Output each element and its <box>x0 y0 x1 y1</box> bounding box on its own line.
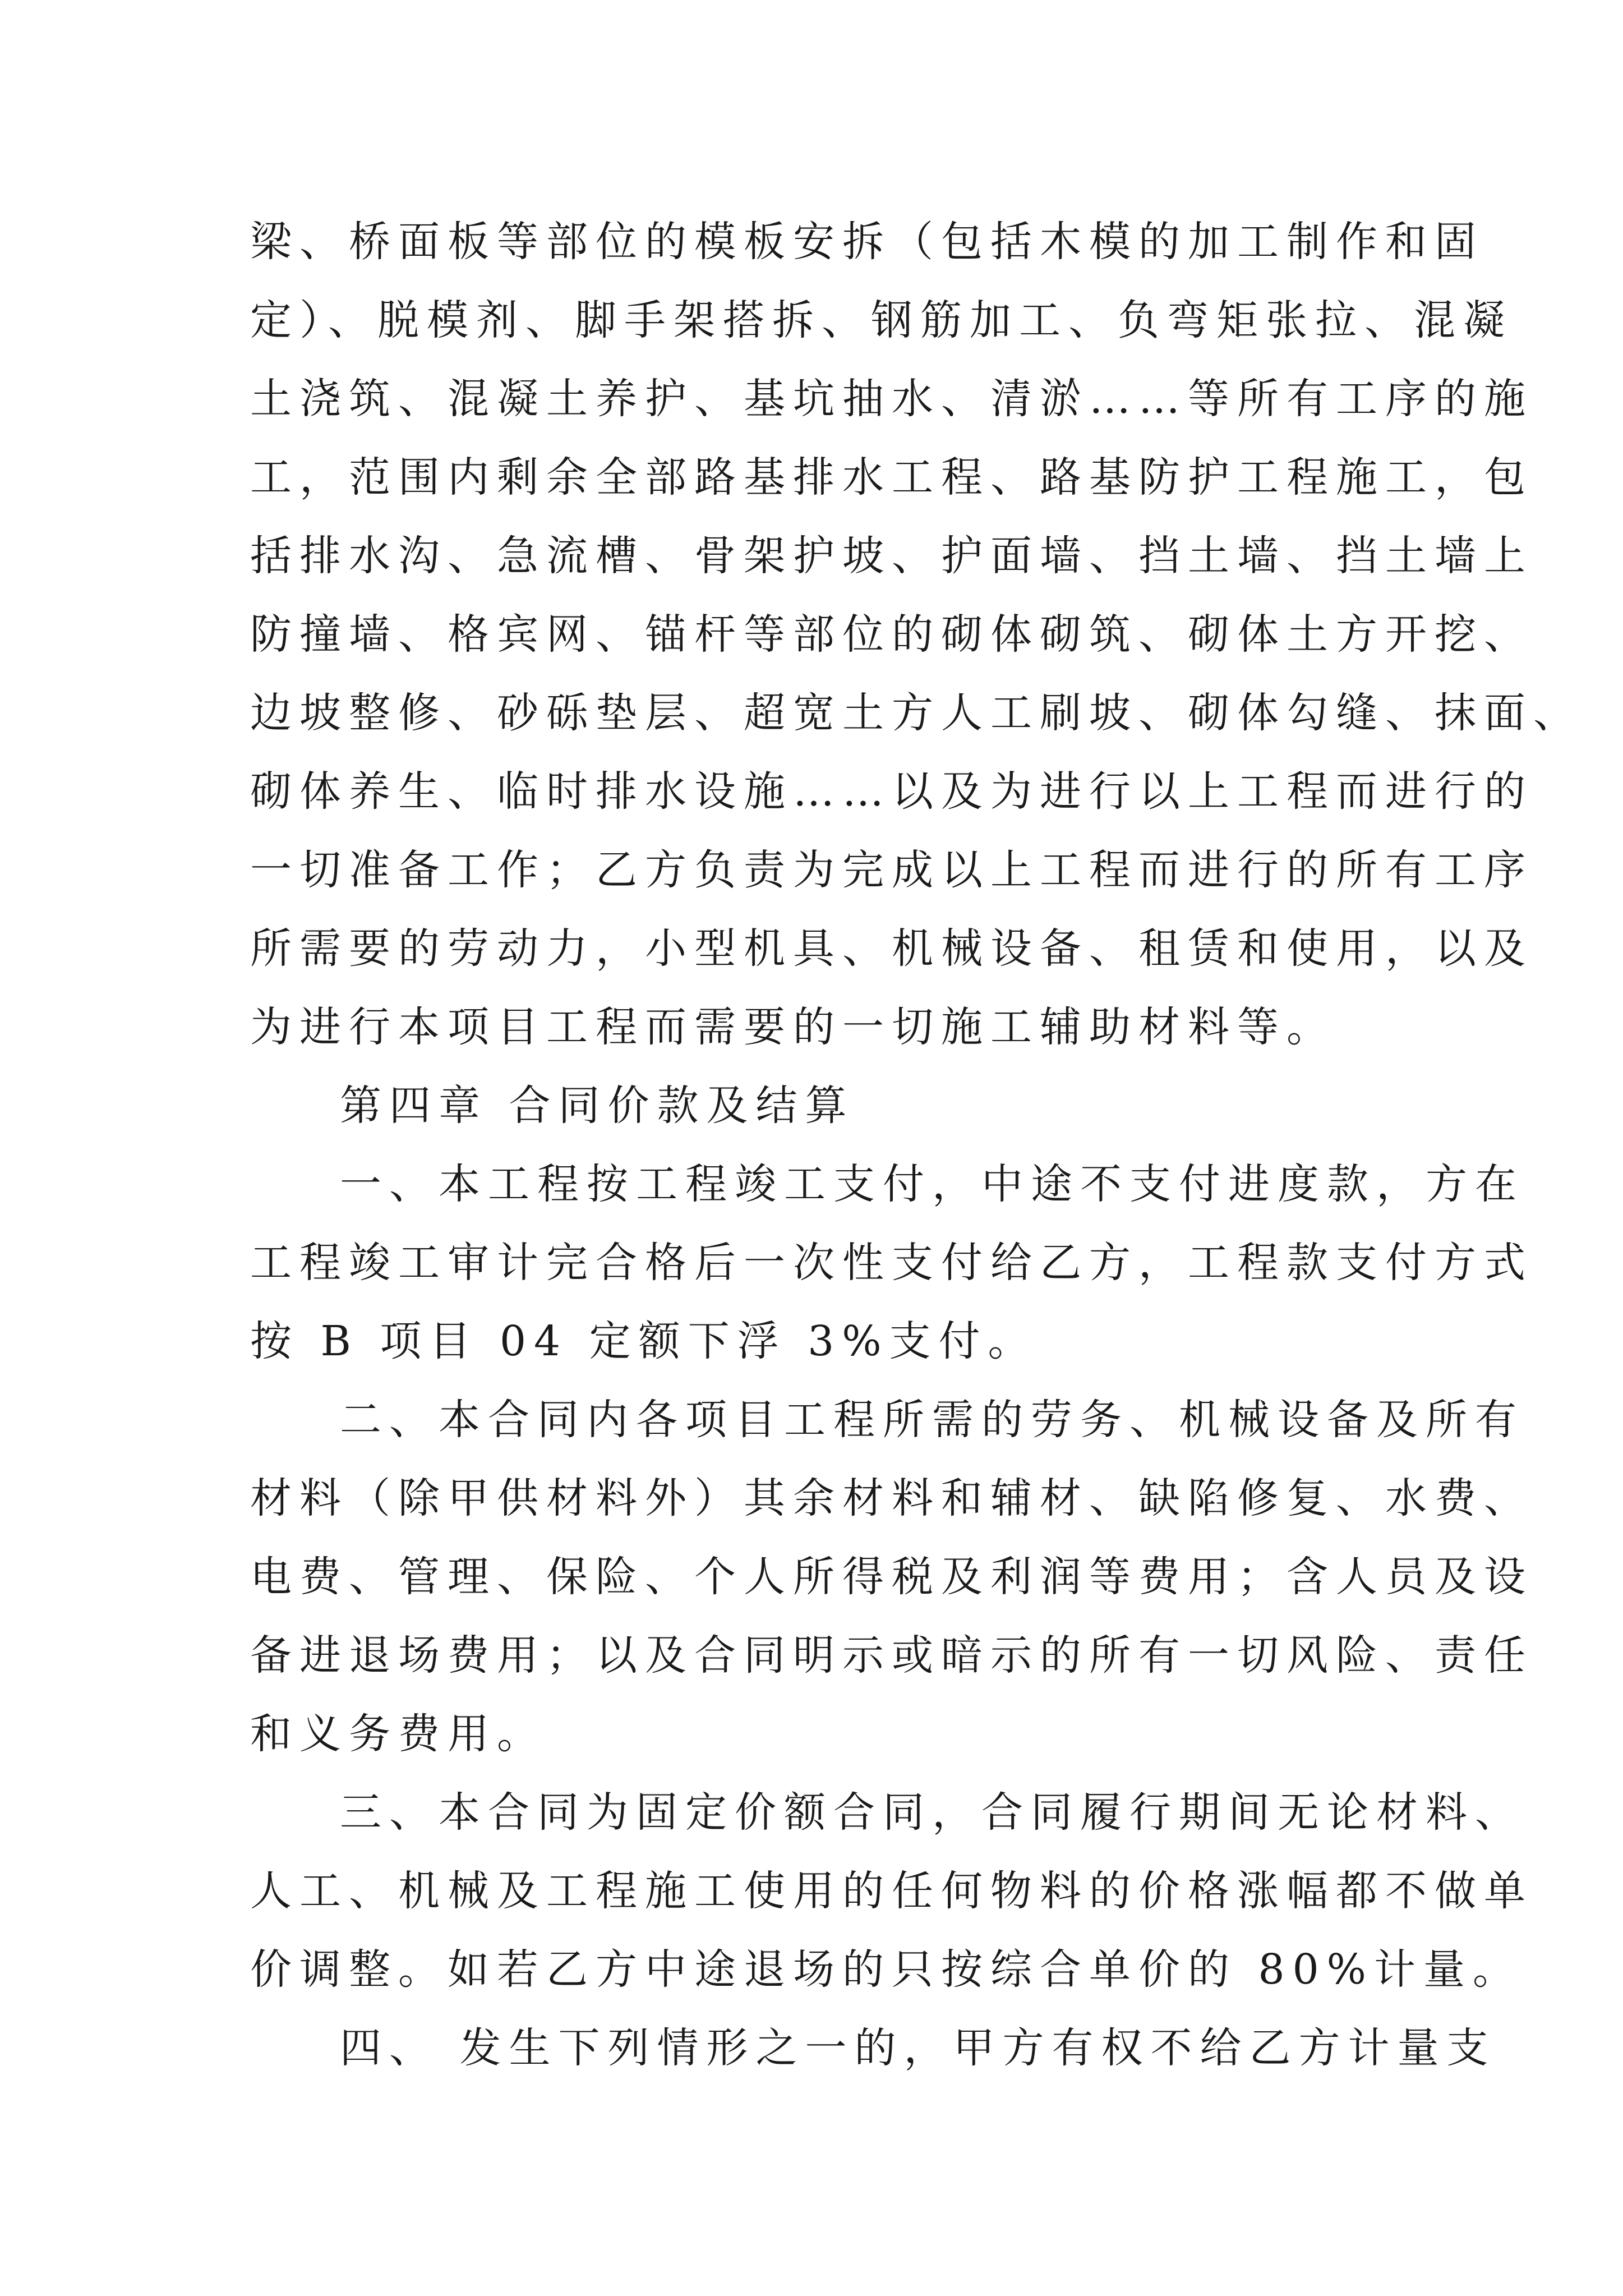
chapter-heading: 第四章 合同价款及结算 <box>340 1082 855 1130</box>
scope-line-2: 定）、脱模剂、脚手架搭拆、钢筋加工、负弯矩张拉、混凝 <box>250 296 1513 344</box>
scope-line-6: 防撞墙、格宾网、锚杆等部位的砌体砌筑、砌体土方开挖、 <box>250 610 1533 659</box>
scope-line-5: 括排水沟、急流槽、骨架护坡、护面墙、挡土墙、挡土墙上 <box>250 532 1533 580</box>
scope-line-4: 工，范围内剩余全部路基排水工程、路基防护工程施工，包 <box>250 453 1533 501</box>
clause-2-line-2: 材料（除甲供材料外）其余材料和辅材、缺陷修复、水费、 <box>250 1474 1533 1522</box>
scope-line-1: 梁、桥面板等部位的模板安拆（包括木模的加工制作和固 <box>250 218 1484 266</box>
scope-line-3: 土浇筑、混凝土养护、基坑抽水、清淤……等所有工序的施 <box>250 375 1533 423</box>
scope-line-11: 为进行本项目工程而需要的一切施工辅助材料等。 <box>250 1003 1336 1051</box>
scope-line-10: 所需要的劳动力，小型机具、机械设备、租赁和使用，以及 <box>250 924 1533 973</box>
clause-3-line-1: 三、本合同为固定价额合同，合同履行期间无论材料、 <box>340 1788 1524 1837</box>
scope-line-9: 一切准备工作；乙方负责为完成以上工程而进行的所有工序 <box>250 846 1533 894</box>
clause-1-line-3: 按 B 项目 04 定额下浮 3%支付。 <box>250 1317 1038 1365</box>
clause-1-line-1: 一、本工程按工程竣工支付，中途不支付进度款，方在 <box>340 1160 1524 1208</box>
scope-line-7: 边坡整修、砂砾垫层、超宽土方人工刷坡、砌体勾缝、抹面、 <box>250 689 1583 737</box>
clause-2-line-1: 二、本合同内各项目工程所需的劳务、机械设备及所有 <box>340 1396 1524 1444</box>
clause-1-line-2: 工程竣工审计完合格后一次性支付给乙方，工程款支付方式 <box>250 1239 1533 1287</box>
clause-2-line-4: 备进退场费用；以及合同明示或暗示的所有一切风险、责任 <box>250 1631 1533 1680</box>
scope-line-8: 砌体养生、临时排水设施……以及为进行以上工程而进行的 <box>250 767 1533 816</box>
clause-3-line-3: 价调整。如若乙方中途退场的只按综合单价的 80%计量。 <box>250 1945 1522 1994</box>
clause-4-line-1: 四、 发生下列情形之一的，甲方有权不给乙方计量支 <box>340 2024 1496 2072</box>
clause-2-line-3: 电费、管理、保险、个人所得税及利润等费用；含人员及设 <box>250 1553 1533 1601</box>
clause-3-line-2: 人工、机械及工程施工使用的任何物料的价格涨幅都不做单 <box>250 1867 1533 1915</box>
clause-2-line-5: 和义务费用。 <box>250 1710 546 1758</box>
